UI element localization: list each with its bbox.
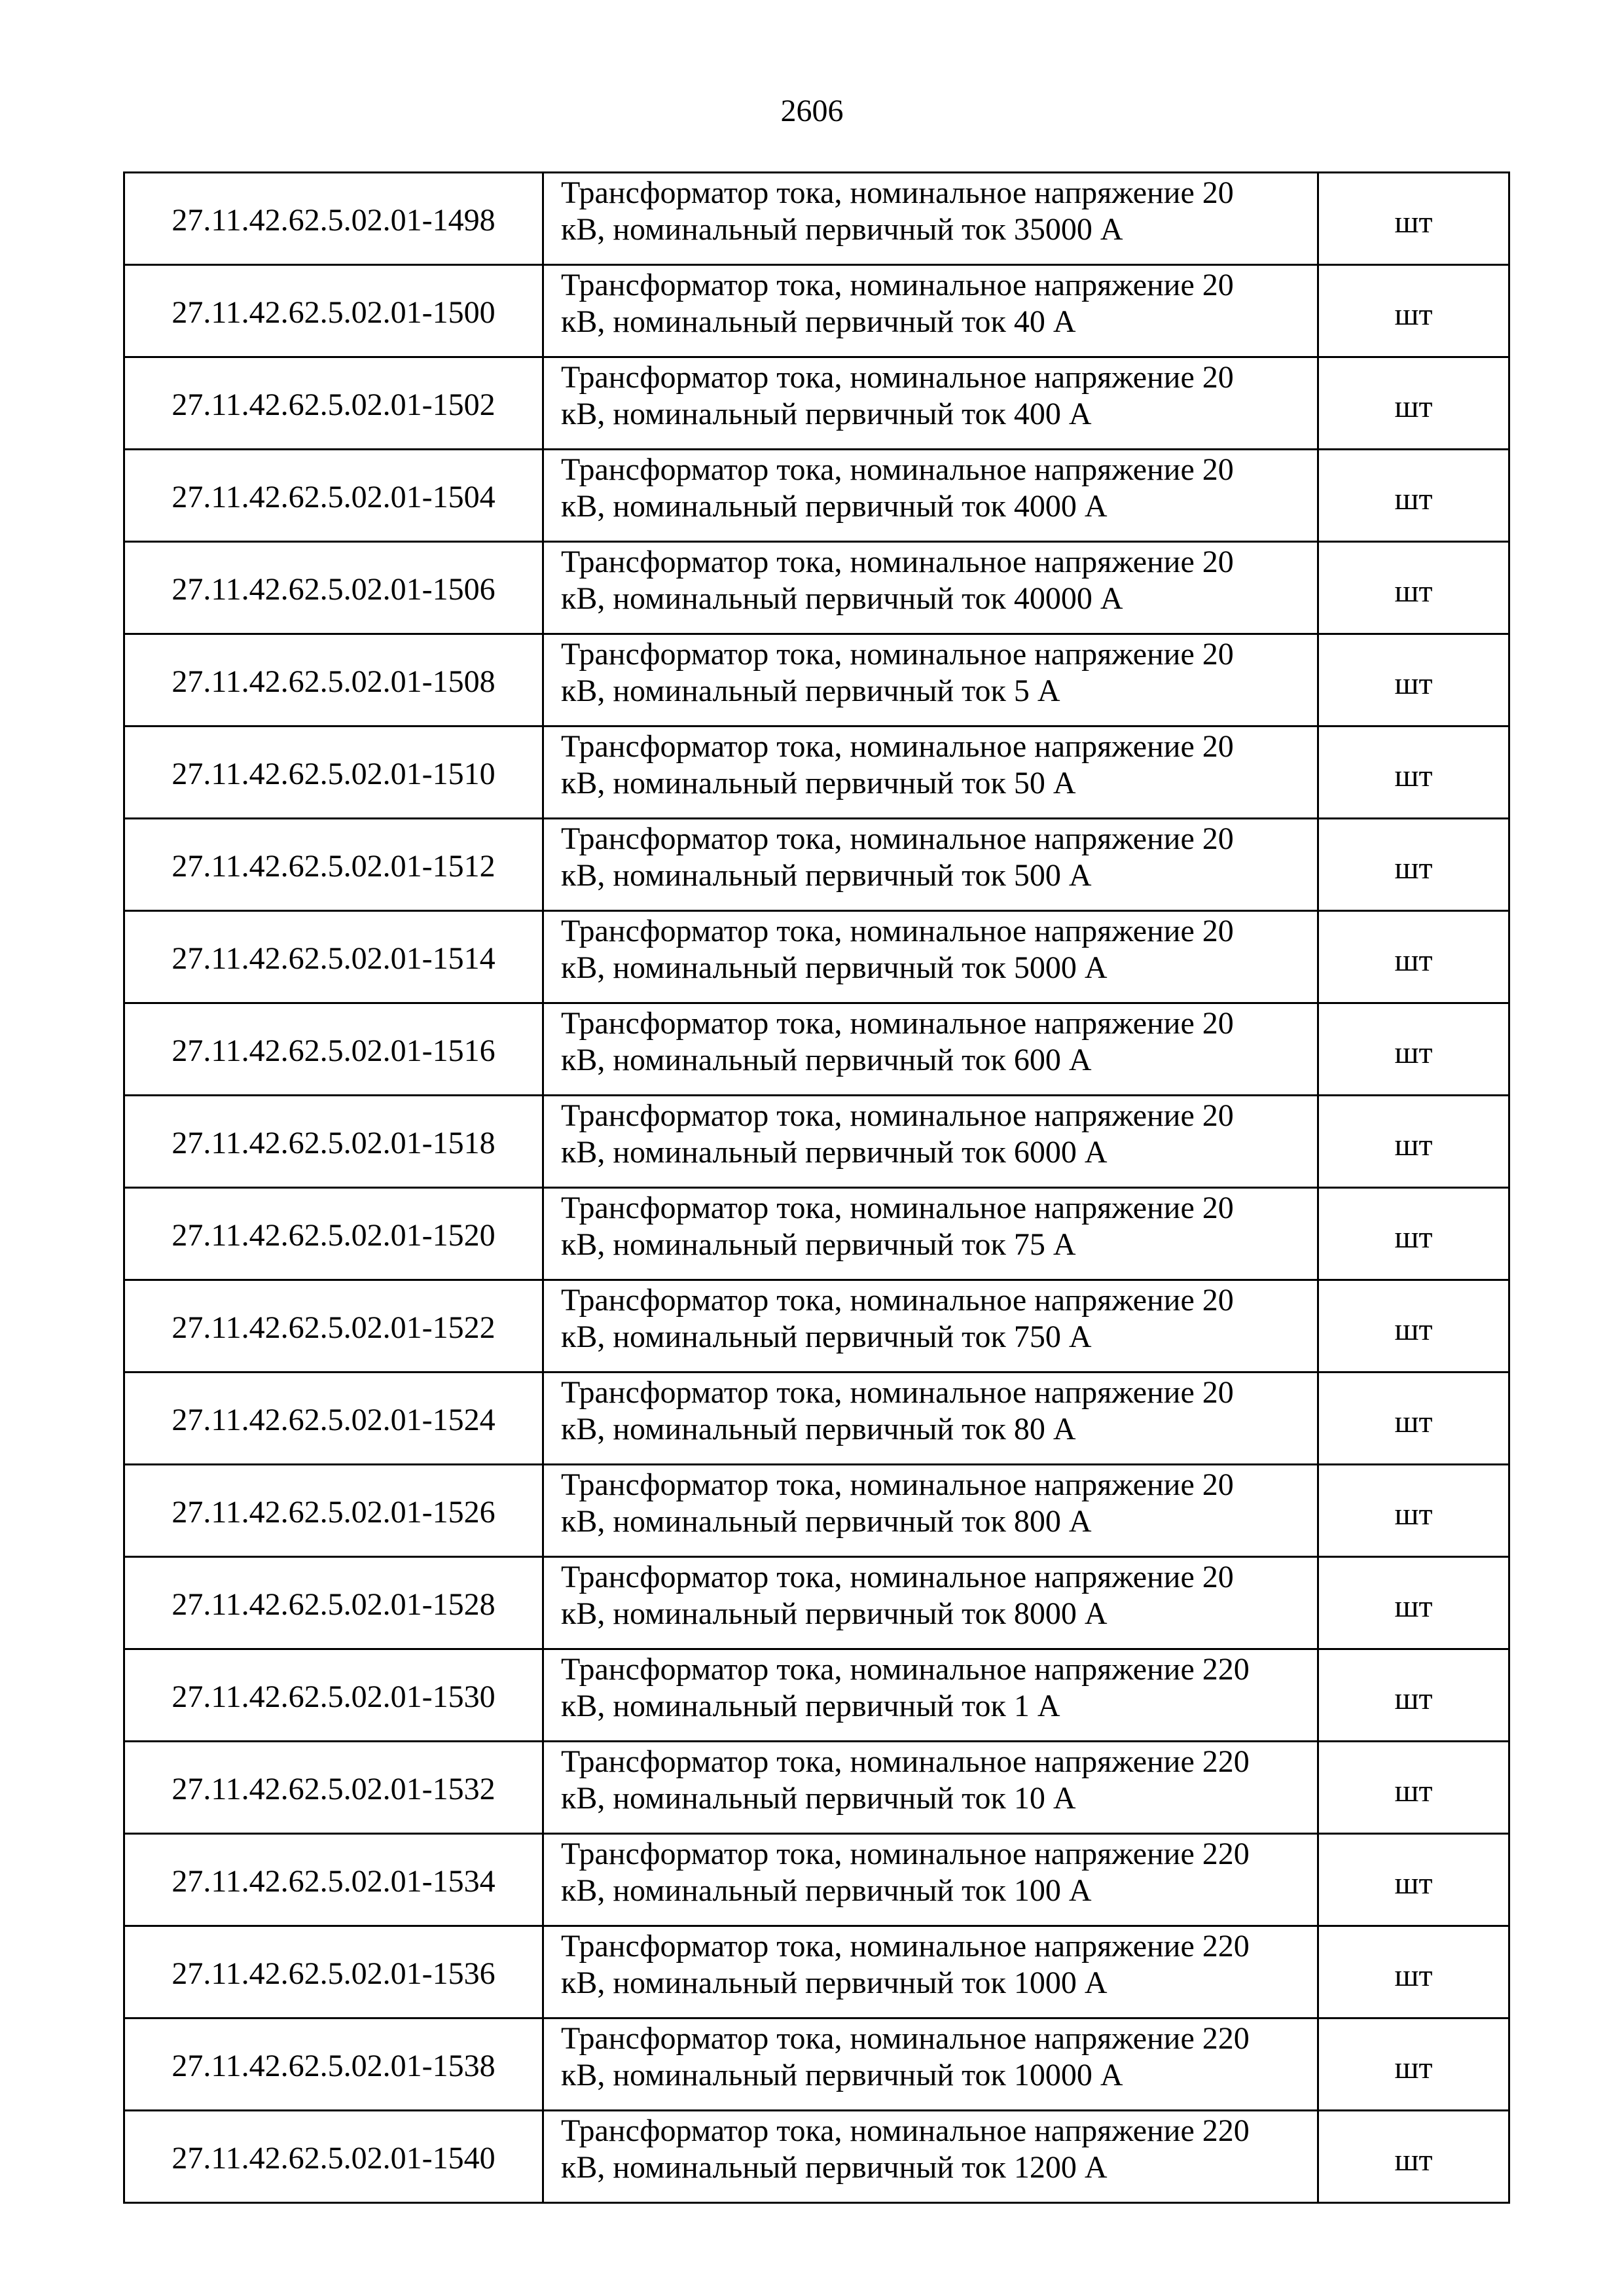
table-row <box>124 450 1509 542</box>
resource-table <box>123 171 1510 2204</box>
resource-code: 27.11.42.62.5.02.01-1518 <box>124 1096 543 1188</box>
unit-of-measure: шт <box>1318 819 1509 911</box>
resource-code: 27.11.42.62.5.02.01-1524 <box>124 1372 543 1465</box>
unit-of-measure: шт <box>1318 542 1509 634</box>
resource-description <box>543 1280 1318 1372</box>
unit-of-measure: шт <box>1318 1926 1509 2018</box>
resource-description <box>543 1003 1318 1096</box>
description-line: кВ, номинальный первичный ток 6000 А <box>561 1135 1108 1170</box>
resource-code: 27.11.42.62.5.02.01-1502 <box>124 357 543 450</box>
unit-of-measure: шт <box>1318 911 1509 1003</box>
resource-description <box>543 1188 1318 1280</box>
resource-code: 27.11.42.62.5.02.01-1522 <box>124 1280 543 1372</box>
description-line: кВ, номинальный первичный ток 800 А <box>561 1504 1092 1539</box>
unit-of-measure: шт <box>1318 1096 1509 1188</box>
description-line: кВ, номинальный первичный ток 40 А <box>561 304 1076 339</box>
description-line: кВ, номинальный первичный ток 4000 А <box>561 489 1108 524</box>
unit-of-measure: шт <box>1318 726 1509 819</box>
resource-code: 27.11.42.62.5.02.01-1526 <box>124 1465 543 1557</box>
unit-of-measure: шт <box>1318 357 1509 450</box>
description-line: Трансформатор тока, номинальное напряжение 20 <box>561 175 1234 210</box>
description-line: Трансформатор тока, номинальное напряжение 20 <box>561 914 1234 948</box>
resource-description <box>543 1096 1318 1188</box>
unit-of-measure: шт <box>1318 1280 1509 1372</box>
unit-of-measure: шт <box>1318 173 1509 265</box>
resource-code: 27.11.42.62.5.02.01-1514 <box>124 911 543 1003</box>
resource-description <box>543 1649 1318 1742</box>
resource-code: 27.11.42.62.5.02.01-1510 <box>124 726 543 819</box>
description-line: Трансформатор тока, номинальное напряжение 220 <box>561 1929 1250 1964</box>
description-line: кВ, номинальный первичный ток 400 А <box>561 397 1092 431</box>
description-line: Трансформатор тока, номинальное напряжение 20 <box>561 545 1234 579</box>
table-row <box>124 542 1509 634</box>
resource-code: 27.11.42.62.5.02.01-1520 <box>124 1188 543 1280</box>
resource-code: 27.11.42.62.5.02.01-1504 <box>124 450 543 542</box>
description-line: кВ, номинальный первичный ток 600 А <box>561 1043 1092 1077</box>
table-row <box>124 1188 1509 1280</box>
resource-code: 27.11.42.62.5.02.01-1512 <box>124 819 543 911</box>
resource-description <box>543 2018 1318 2111</box>
table-row <box>124 634 1509 726</box>
resource-code: 27.11.42.62.5.02.01-1530 <box>124 1649 543 1742</box>
resource-description <box>543 1465 1318 1557</box>
resource-description <box>543 542 1318 634</box>
table-row <box>124 1834 1509 1926</box>
resource-description <box>543 1372 1318 1465</box>
unit-of-measure: шт <box>1318 1003 1509 1096</box>
description-line: кВ, номинальный первичный ток 500 А <box>561 858 1092 893</box>
unit-of-measure: шт <box>1318 1372 1509 1465</box>
table-row <box>124 173 1509 265</box>
table-row <box>124 2111 1509 2203</box>
resource-code: 27.11.42.62.5.02.01-1540 <box>124 2111 543 2203</box>
description-line: кВ, номинальный первичный ток 8000 А <box>561 1596 1108 1631</box>
description-line: Трансформатор тока, номинальное напряжение 20 <box>561 268 1234 302</box>
table-row <box>124 1742 1509 1834</box>
table-row <box>124 1096 1509 1188</box>
table-row <box>124 1649 1509 1742</box>
resource-description <box>543 1834 1318 1926</box>
unit-of-measure: шт <box>1318 2111 1509 2203</box>
description-line: Трансформатор тока, номинальное напряжение 20 <box>561 1560 1234 1594</box>
description-line: Трансформатор тока, номинальное напряжение 220 <box>561 2021 1250 2056</box>
table-row <box>124 2018 1509 2111</box>
resource-code: 27.11.42.62.5.02.01-1532 <box>124 1742 543 1834</box>
description-line: Трансформатор тока, номинальное напряжение 220 <box>561 1652 1250 1687</box>
description-line: Трансформатор тока, номинальное напряжение 20 <box>561 1375 1234 1410</box>
resource-code: 27.11.42.62.5.02.01-1516 <box>124 1003 543 1096</box>
resource-description <box>543 1926 1318 2018</box>
page-number: 2606 <box>780 94 844 128</box>
description-line: Трансформатор тока, номинальное напряжение 20 <box>561 1098 1234 1133</box>
resource-description <box>543 265 1318 357</box>
table-row <box>124 1372 1509 1465</box>
description-line: Трансформатор тока, номинальное напряжение 20 <box>561 1283 1234 1318</box>
table-row <box>124 911 1509 1003</box>
unit-of-measure: шт <box>1318 2018 1509 2111</box>
description-line: Трансформатор тока, номинальное напряжение 20 <box>561 729 1234 764</box>
unit-of-measure: шт <box>1318 450 1509 542</box>
description-line: кВ, номинальный первичный ток 10 А <box>561 1781 1076 1816</box>
resource-description <box>543 173 1318 265</box>
resource-description <box>543 1742 1318 1834</box>
resource-code: 27.11.42.62.5.02.01-1498 <box>124 173 543 265</box>
description-line: Трансформатор тока, номинальное напряжение 20 <box>561 821 1234 856</box>
description-line: кВ, номинальный первичный ток 1000 А <box>561 1965 1108 2000</box>
description-line: кВ, номинальный первичный ток 1 А <box>561 1689 1060 1723</box>
resource-description <box>543 911 1318 1003</box>
description-line: кВ, номинальный первичный ток 75 А <box>561 1227 1076 1262</box>
resource-code: 27.11.42.62.5.02.01-1536 <box>124 1926 543 2018</box>
resource-code: 27.11.42.62.5.02.01-1508 <box>124 634 543 726</box>
table-row <box>124 1926 1509 2018</box>
description-line: кВ, номинальный первичный ток 40000 А <box>561 581 1123 616</box>
resource-description <box>543 726 1318 819</box>
resource-code: 27.11.42.62.5.02.01-1528 <box>124 1557 543 1649</box>
description-line: Трансформатор тока, номинальное напряжение 20 <box>561 1467 1234 1502</box>
unit-of-measure: шт <box>1318 1557 1509 1649</box>
resource-description <box>543 2111 1318 2203</box>
description-line: Трансформатор тока, номинальное напряжение 20 <box>561 637 1234 672</box>
resource-code: 27.11.42.62.5.02.01-1534 <box>124 1834 543 1926</box>
description-line: кВ, номинальный первичный ток 5000 А <box>561 950 1108 985</box>
description-line: кВ, номинальный первичный ток 80 А <box>561 1412 1076 1446</box>
unit-of-measure: шт <box>1318 1742 1509 1834</box>
table-row <box>124 1280 1509 1372</box>
table-row <box>124 1465 1509 1557</box>
unit-of-measure: шт <box>1318 1649 1509 1742</box>
description-line: кВ, номинальный первичный ток 750 А <box>561 1319 1092 1354</box>
table-row <box>124 726 1509 819</box>
description-line: Трансформатор тока, номинальное напряжение 20 <box>561 452 1234 487</box>
description-line: кВ, номинальный первичный ток 50 А <box>561 766 1076 800</box>
table-row <box>124 1557 1509 1649</box>
resource-table-body <box>124 173 1509 2203</box>
table-row <box>124 357 1509 450</box>
description-line: кВ, номинальный первичный ток 1200 А <box>561 2150 1108 2185</box>
resource-description <box>543 819 1318 911</box>
resource-description <box>543 1557 1318 1649</box>
resource-code: 27.11.42.62.5.02.01-1500 <box>124 265 543 357</box>
table-row <box>124 1003 1509 1096</box>
unit-of-measure: шт <box>1318 1188 1509 1280</box>
description-line: кВ, номинальный первичный ток 35000 А <box>561 212 1123 247</box>
unit-of-measure: шт <box>1318 265 1509 357</box>
unit-of-measure: шт <box>1318 634 1509 726</box>
table-row <box>124 819 1509 911</box>
resource-description <box>543 634 1318 726</box>
description-line: Трансформатор тока, номинальное напряжение 20 <box>561 1191 1234 1225</box>
unit-of-measure: шт <box>1318 1465 1509 1557</box>
description-line: кВ, номинальный первичный ток 10000 А <box>561 2058 1123 2092</box>
description-line: Трансформатор тока, номинальное напряжение 220 <box>561 1837 1250 1871</box>
table-row <box>124 265 1509 357</box>
description-line: кВ, номинальный первичный ток 5 А <box>561 673 1060 708</box>
description-line: Трансформатор тока, номинальное напряжение 20 <box>561 1006 1234 1041</box>
resource-code: 27.11.42.62.5.02.01-1506 <box>124 542 543 634</box>
resource-code: 27.11.42.62.5.02.01-1538 <box>124 2018 543 2111</box>
description-line: Трансформатор тока, номинальное напряжение 220 <box>561 1744 1250 1779</box>
resource-description <box>543 450 1318 542</box>
description-line: кВ, номинальный первичный ток 100 А <box>561 1873 1092 1908</box>
resource-description <box>543 357 1318 450</box>
description-line: Трансформатор тока, номинальное напряжение 220 <box>561 2113 1250 2148</box>
description-line: Трансформатор тока, номинальное напряжение 20 <box>561 360 1234 395</box>
unit-of-measure: шт <box>1318 1834 1509 1926</box>
